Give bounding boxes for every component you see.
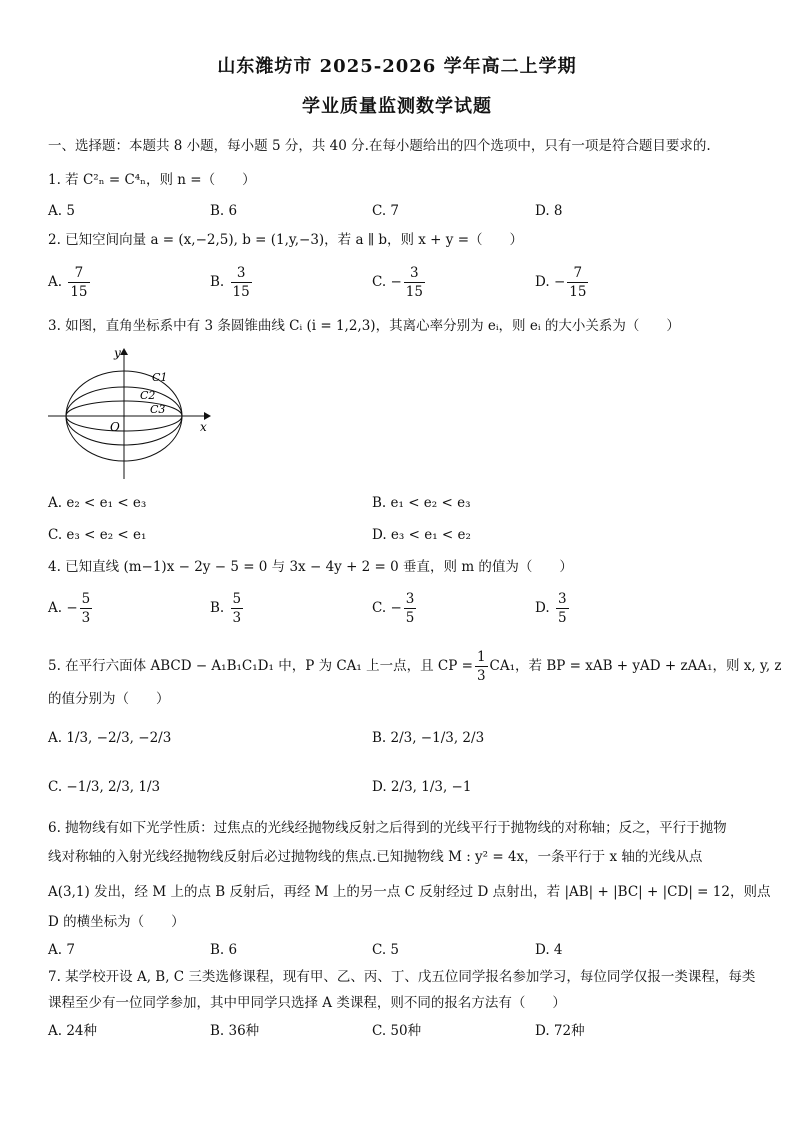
q3-option-b: B. e₁ < e₂ < e₃ (372, 495, 471, 511)
q1-option-a: A. 5 (48, 203, 75, 219)
q7-option-c: C. 50种 (372, 1023, 422, 1039)
q6-option-d: D. 4 (535, 942, 563, 958)
c3-label: C3 (150, 403, 166, 416)
q6-line-2: 线对称轴的入射光线经抛物线反射后必过抛物线的焦点.已知抛物线 M : y² = 4x，一条平行于 x 轴的光线从点 (48, 849, 703, 865)
q2-option-a: A. $\frac{7}{15}$ (48, 265, 88, 300)
q6-line-3: A(3,1) 发出，经 M 上的点 B 反射后，再经 M 上的另一点 C 反射经过 D 点射出，若 |AB| + |BC| + |CD| = 12，则点 (48, 884, 771, 900)
q1-stem: 1. 若 C²ₙ = C⁴ₙ，则 n =（ ） (48, 172, 256, 188)
x-axis-label: x (200, 420, 207, 434)
q2-option-c: C. − $\frac{3}{15}$ (372, 265, 423, 300)
q2-stem: 2. 已知空间向量 a = (x,−2,5), b = (1,y,−3)，若 a ∥ b，则 x + y =（ ） (48, 232, 524, 248)
q4-option-c: C. − $\frac{3}{5}$ (372, 591, 415, 626)
q6-option-a: A. 7 (48, 942, 75, 958)
q5-option-a: A. 1/3, −2/3, −2/3 (48, 730, 172, 746)
q1-option-c: C. 7 (372, 203, 400, 219)
q7-option-b: B. 36种 (210, 1023, 260, 1039)
q6-line-4: D 的横坐标为（ ） (48, 914, 185, 930)
q3-option-d: D. e₃ < e₁ < e₂ (372, 527, 471, 543)
q5-option-c: C. −1/3, 2/3, 1/3 (48, 779, 161, 795)
q3-option-a: A. e₂ < e₁ < e₃ (48, 495, 147, 511)
q2-option-d: D. − $\frac{7}{15}$ (535, 265, 587, 300)
q6-option-c: C. 5 (372, 942, 400, 958)
section-heading: 一、选择题：本题共 8 小题，每小题 5 分，共 40 分.在每小题给出的四个选项中，只有一项是符合题目要求的. (48, 138, 711, 154)
q4-option-d: D. $\frac{3}{5}$ (535, 591, 567, 626)
q6-option-b: B. 6 (210, 942, 238, 958)
q7-option-a: A. 24种 (48, 1023, 98, 1039)
origin-label: O (110, 420, 120, 434)
exam-subtitle: 学业质量监测数学试题 (302, 96, 492, 117)
q6-line-1: 6. 抛物线有如下光学性质：过焦点的光线经抛物线反射之后得到的光线平行于抛物线的对称轴；反之，平行于抛物 (48, 820, 727, 836)
y-axis-label: y (114, 346, 121, 360)
q5-stem-cont: 的值分别为（ ） (48, 691, 170, 707)
q5-option-b: B. 2/3, −1/3, 2/3 (372, 730, 485, 746)
q5-stem: 5. 在平行六面体 ABCD − A₁B₁C₁D₁ 中，P 为 CA₁ 上一点，且 CP = $\frac{1}{3}$ CA₁，若 BP = xAB + yAD + zAA₁，则 x, y, z (48, 649, 782, 684)
q7-option-d: D. 72种 (535, 1023, 585, 1039)
q3-option-c: C. e₃ < e₂ < e₁ (48, 527, 147, 543)
conic-figure (44, 343, 224, 483)
exam-title: 山东潍坊市 2025-2026 学年高二上学期 (217, 56, 577, 77)
q7-line-1: 7. 某学校开设 A, B, C 三类选修课程，现有甲、乙、丙、丁、戊五位同学报名参加学习，每位同学仅报一类课程，每类 (48, 969, 756, 985)
q5-option-d: D. 2/3, 1/3, −1 (372, 779, 472, 795)
q7-line-2: 课程至少有一位同学参加，其中甲同学只选择 A 类课程，则不同的报名方法有（ ） (48, 995, 566, 1011)
q4-option-b: B. $\frac{5}{3}$ (210, 591, 242, 626)
q4-stem: 4. 已知直线 (m−1)x − 2y − 5 = 0 与 3x − 4y + 2 = 0 垂直，则 m 的值为（ ） (48, 559, 573, 575)
c1-label: C1 (152, 371, 168, 384)
q4-option-a: A. − $\frac{5}{3}$ (48, 591, 91, 626)
q3-stem: 3. 如图，直角坐标系中有 3 条圆锥曲线 Cᵢ (i = 1,2,3)，其离心率分别为 eᵢ，则 eᵢ 的大小关系为（ ） (48, 318, 680, 334)
q1-option-d: D. 8 (535, 203, 563, 219)
q2-option-b: B. $\frac{3}{15}$ (210, 265, 250, 300)
c2-label: C2 (140, 389, 156, 402)
q1-option-b: B. 6 (210, 203, 238, 219)
